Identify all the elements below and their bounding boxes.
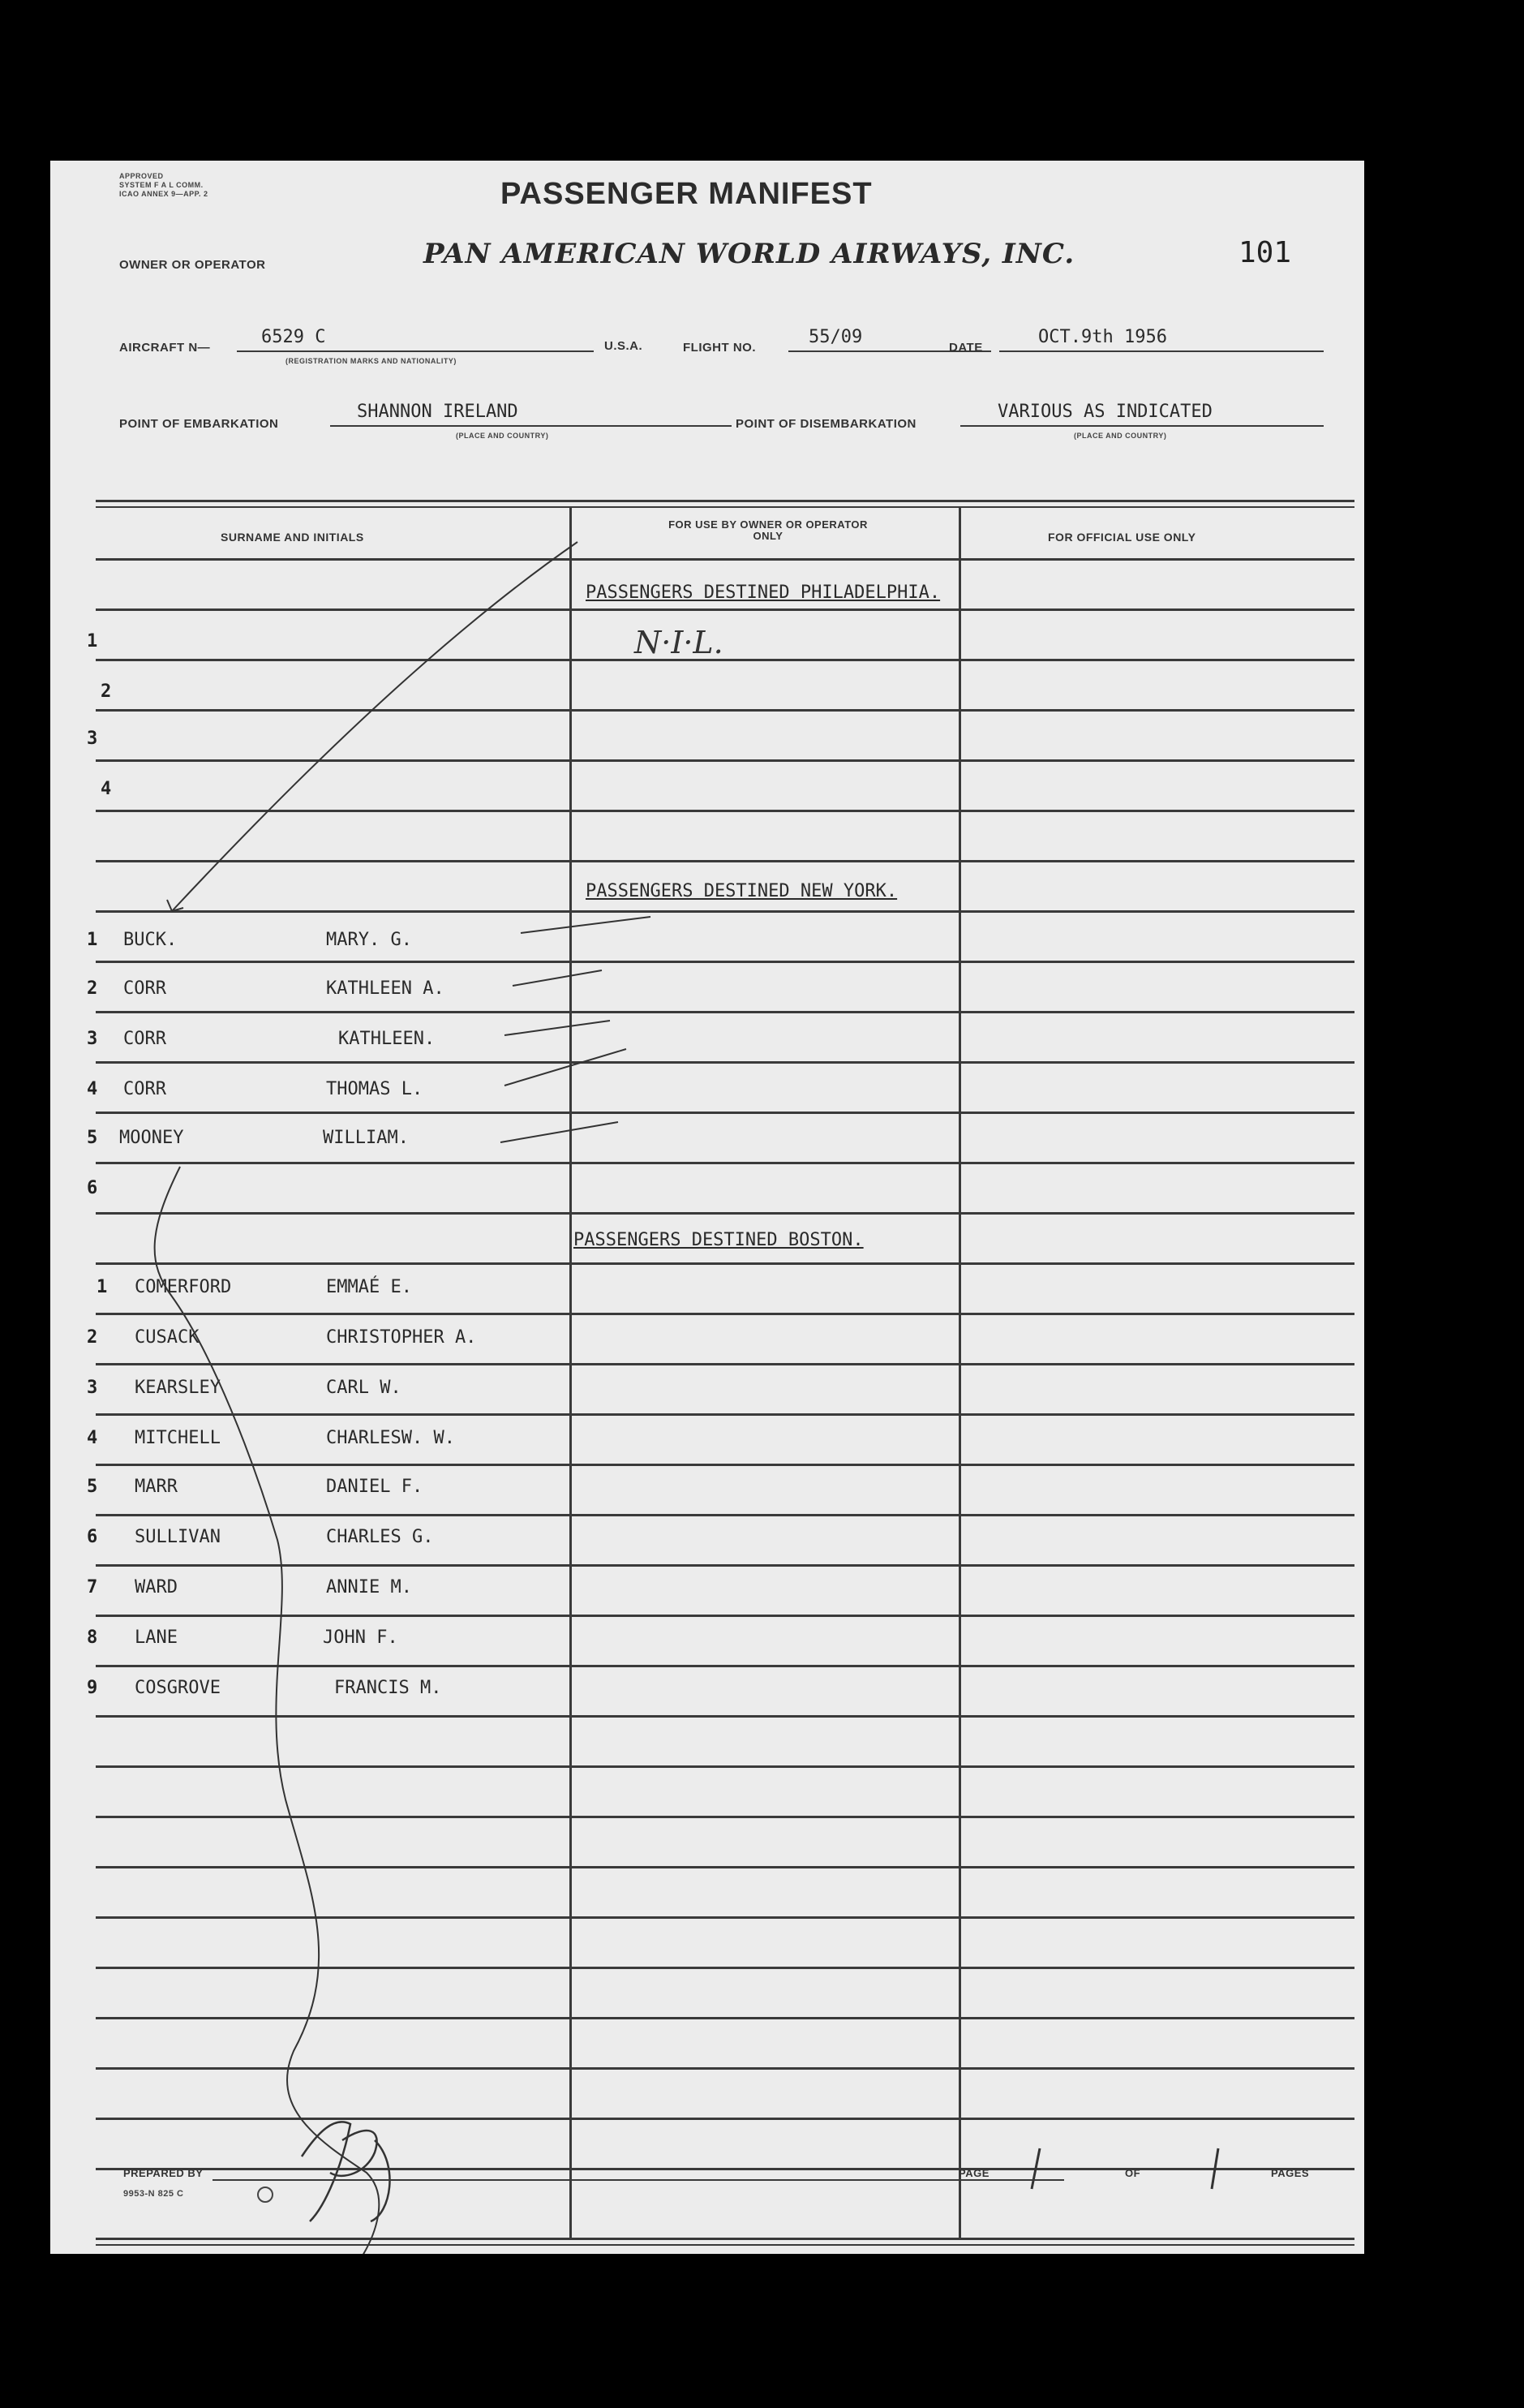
disembark-label: POINT OF DISEMBARKATION [736,417,917,431]
approval-line: APPROVED [119,172,164,180]
prepared-by-underline [213,2179,1064,2181]
date-value: OCT.9th 1956 [1038,327,1167,347]
passenger-given: JOHN F. [323,1628,398,1648]
passenger-surname: MOONEY [119,1128,184,1148]
row-number: 1 [87,930,98,950]
passenger-given: DANIEL F. [326,1477,423,1497]
passenger-surname: COSGROVE [135,1678,221,1698]
row-number: 4 [101,779,112,799]
passenger-given: CHARLESW. W. [326,1428,455,1448]
col-header-official: FOR OFFICIAL USE ONLY [1048,531,1196,544]
pen-stroke [155,1167,380,2254]
signature [302,2122,390,2221]
row-number: 2 [87,1327,98,1348]
pen-stroke [504,1021,610,1035]
row-number: 6 [87,1527,98,1547]
row-number: 5 [87,1128,98,1148]
owner-label: OWNER OR OPERATOR [119,258,266,272]
embark-caption: (PLACE AND COUNTRY) [456,432,549,440]
union-label-icon [257,2187,273,2203]
form-title: PASSENGER MANIFEST [500,177,873,211]
passenger-given: KATHLEEN A. [326,978,444,999]
pen-stroke [513,970,602,986]
date-label: DATE [949,341,983,355]
col-header-owner: FOR USE BY OWNER OR OPERATOR ONLY [668,518,868,542]
row-number: 4 [87,1428,98,1448]
row-number: 8 [87,1628,98,1648]
passenger-surname: MARR [135,1477,178,1497]
passenger-surname: BUCK. [123,930,178,950]
usa-label: U.S.A. [604,339,643,353]
row-number: 5 [87,1477,98,1497]
passenger-surname: CUSACK [135,1327,200,1348]
disembark-value: VARIOUS AS INDICATED [998,402,1213,422]
row-number: 3 [87,1029,98,1049]
row-number: 4 [87,1079,98,1099]
passenger-surname: CORR [123,1079,166,1099]
passenger-surname: CORR [123,978,166,999]
pen-stroke [504,1049,626,1086]
row-number: 3 [87,729,98,749]
disembark-caption: (PLACE AND COUNTRY) [1074,432,1167,440]
flight-value: 55/09 [809,327,863,347]
row-number: 2 [101,682,112,702]
approval-line: SYSTEM F A L COMM. [119,181,204,189]
passenger-surname: CORR [123,1029,166,1049]
passenger-surname: COMERFORD [135,1277,232,1297]
row-number: 1 [87,631,98,651]
pen-stroke [521,917,650,933]
row-number: 9 [87,1678,98,1698]
page-label: PAGE [959,2167,990,2179]
passenger-given: CARL W. [326,1378,401,1398]
passenger-given: FRANCIS M. [334,1678,442,1698]
passenger-given: THOMAS L. [326,1079,423,1099]
aircraft-caption: (REGISTRATION MARKS AND NATIONALITY) [285,357,457,365]
aircraft-value: 6529 C [261,327,326,347]
pages-label: PAGES [1271,2167,1310,2179]
sheet-number: 101 [1239,236,1292,269]
passenger-surname: KEARSLEY [135,1378,221,1398]
passenger-surname: MITCHELL [135,1428,221,1448]
page-value [1044,2152,1055,2173]
embark-value: SHANNON IRELAND [357,402,518,422]
pen-stroke [500,1122,618,1142]
section-new-york: PASSENGERS DESTINED NEW YORK. [586,881,898,901]
flight-label: FLIGHT NO. [683,341,756,355]
passenger-surname: LANE [135,1628,178,1648]
of-value [1218,2152,1230,2173]
passenger-given: CHARLES G. [326,1527,434,1547]
approval-line: ICAO ANNEX 9—APP. 2 [119,190,208,198]
embark-label: POINT OF EMBARKATION [119,417,279,431]
passenger-given: ANNIE M. [326,1577,412,1597]
pen-stroke [172,542,577,911]
row-number: 3 [87,1378,98,1398]
airline-name: PAN AMERICAN WORLD AIRWAYS, INC. [423,238,1075,270]
section-philadelphia: PASSENGERS DESTINED PHILADELPHIA. [586,583,941,603]
passenger-given: MARY. G. [326,930,412,950]
passenger-surname: SULLIVAN [135,1527,221,1547]
aircraft-label: AIRCRAFT N— [119,341,211,355]
handwritten-marks [50,161,1364,2254]
section-boston: PASSENGERS DESTINED BOSTON. [573,1230,864,1250]
passenger-given: EMMAÉ E. [326,1277,412,1297]
row-number: 1 [97,1277,108,1297]
passenger-surname: WARD [135,1577,178,1597]
of-label: OF [1125,2167,1141,2179]
manifest-page [50,161,1364,2254]
row-number: 7 [87,1577,98,1597]
row-number: 6 [87,1178,98,1198]
col-header-surname: SURNAME AND INITIALS [221,531,364,544]
prepared-by-label: PREPARED BY [123,2167,204,2179]
passenger-given: WILLIAM. [323,1128,409,1148]
passenger-given: CHRISTOPHER A. [326,1327,477,1348]
row-number: 2 [87,978,98,999]
form-code: 9953-N 825 C [123,2189,184,2199]
passenger-given: KATHLEEN. [338,1029,436,1049]
nil-handwritten: N·I·L. [634,625,723,660]
